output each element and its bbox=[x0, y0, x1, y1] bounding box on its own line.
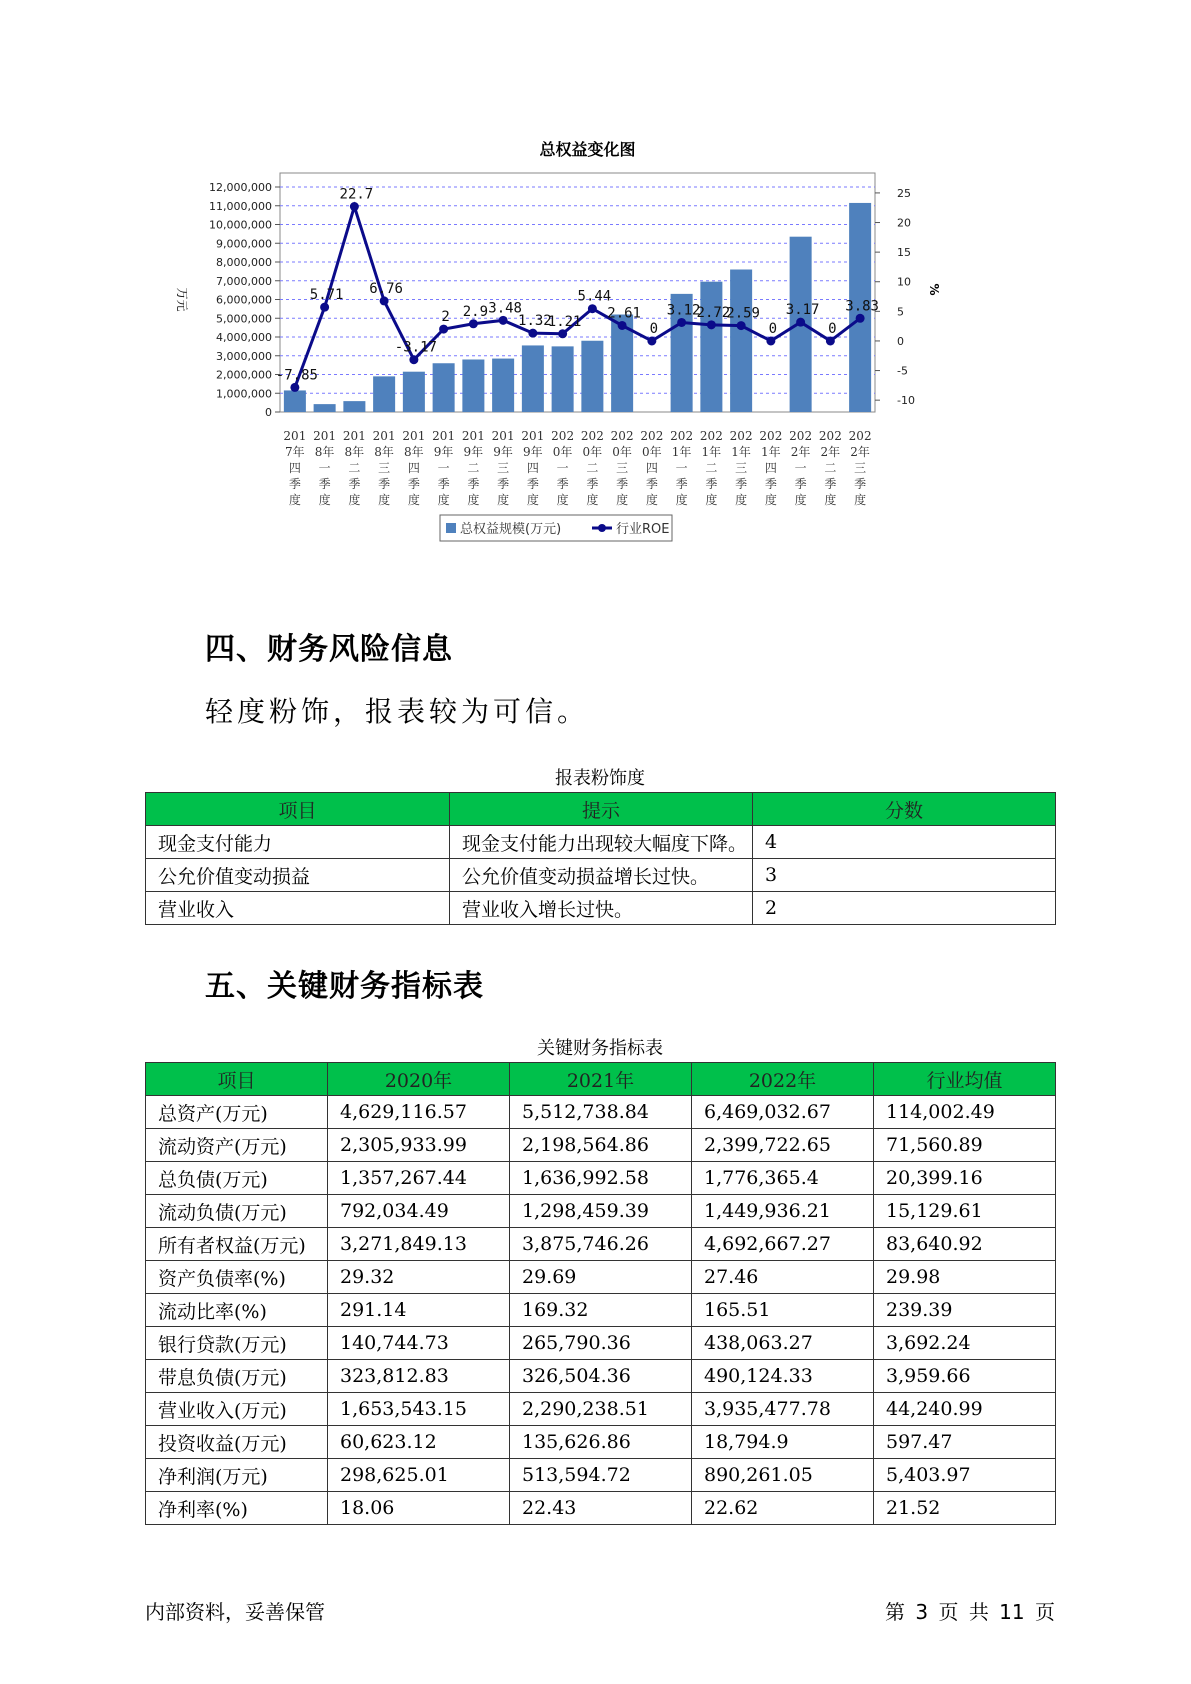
column-header: 项目 bbox=[146, 793, 450, 826]
x-tick-label: 度 bbox=[467, 493, 480, 507]
table-cell: 3,692.24 bbox=[874, 1327, 1056, 1360]
table-cell: 135,626.86 bbox=[510, 1426, 692, 1459]
roe-point bbox=[647, 336, 656, 345]
x-tick-label: 0年 bbox=[612, 445, 632, 459]
x-tick-label: 季 bbox=[794, 477, 807, 491]
table-cell: 18.06 bbox=[328, 1492, 510, 1525]
x-tick-label: 201 bbox=[402, 429, 426, 443]
table-cell: 净利率(%) bbox=[146, 1492, 328, 1525]
table-row bbox=[146, 892, 1056, 925]
roe-data-label: 3.12 bbox=[666, 302, 701, 319]
x-tick-label: 8年 bbox=[374, 445, 394, 459]
x-tick-label: 201 bbox=[342, 429, 366, 443]
table-cell: 资产负债率(%) bbox=[146, 1261, 328, 1294]
roe-point bbox=[380, 296, 389, 305]
x-tick-label: 2年 bbox=[790, 445, 811, 459]
bar bbox=[373, 376, 395, 412]
x-tick-label: 季 bbox=[288, 477, 301, 491]
table-cell: 165.51 bbox=[692, 1294, 874, 1327]
bar bbox=[581, 341, 603, 412]
risk-table-caption: 报表粉饰度 bbox=[555, 768, 645, 789]
table-cell: 4 bbox=[753, 826, 1056, 859]
table-row bbox=[146, 1261, 1056, 1294]
footer-page-number: 第 3 页 共 11 页 bbox=[885, 1600, 1055, 1624]
table-cell: 27.46 bbox=[692, 1261, 874, 1294]
x-tick-label: 7年 bbox=[285, 445, 305, 459]
x-tick-label: 度 bbox=[526, 493, 539, 507]
table-cell: 326,504.36 bbox=[510, 1360, 692, 1393]
left-tick-label: 2,000,000 bbox=[216, 368, 272, 382]
roe-point bbox=[707, 320, 716, 329]
x-tick-label: 9年 bbox=[433, 445, 454, 459]
roe-data-label: -3.17 bbox=[394, 339, 437, 356]
kfi-table-body bbox=[146, 1096, 1056, 1525]
roe-data-label: 2.72 bbox=[696, 304, 731, 321]
table-row bbox=[146, 1459, 1056, 1492]
table-cell: 21.52 bbox=[874, 1492, 1056, 1525]
roe-point bbox=[409, 355, 418, 364]
section-heading-risk: 四、财务风险信息 bbox=[205, 632, 453, 667]
right-tick-label: 5 bbox=[897, 305, 904, 319]
table-row bbox=[146, 1492, 1056, 1525]
roe-data-label: 3.48 bbox=[488, 300, 522, 317]
table-cell: 22.43 bbox=[510, 1492, 692, 1525]
table-row bbox=[146, 1228, 1056, 1261]
kfi-table-caption: 关键财务指标表 bbox=[537, 1038, 663, 1059]
table-cell: 3,959.66 bbox=[874, 1360, 1056, 1393]
x-tick-label: 季 bbox=[556, 477, 569, 491]
x-tick-label: 8年 bbox=[314, 445, 335, 459]
bar bbox=[462, 360, 484, 413]
x-tick-label: 三 bbox=[616, 461, 629, 475]
x-tick-label: 202 bbox=[699, 429, 723, 443]
x-tick-label: 二 bbox=[824, 461, 837, 475]
table-cell: 1,653,543.15 bbox=[328, 1393, 510, 1426]
table-header-row bbox=[146, 1063, 1056, 1096]
risk-summary-text: 轻度粉饰，报表较为可信。 bbox=[205, 695, 590, 728]
table-cell: 5,403.97 bbox=[874, 1459, 1056, 1492]
roe-data-label: 0 bbox=[649, 320, 659, 337]
roe-point bbox=[558, 329, 567, 338]
roe-point bbox=[766, 336, 775, 345]
x-tick-label: 202 bbox=[610, 429, 634, 443]
y-axis-label-left: 万元 bbox=[175, 287, 189, 312]
table-cell: 公允价值变动损益增长过快。 bbox=[450, 859, 753, 892]
x-tick-label: 二 bbox=[705, 461, 718, 475]
x-tick-label: 度 bbox=[318, 493, 331, 507]
x-tick-label: 9年 bbox=[463, 445, 484, 459]
roe-point bbox=[856, 314, 865, 323]
table-cell: 2 bbox=[753, 892, 1056, 925]
x-tick-label: 季 bbox=[586, 477, 599, 491]
table-cell: 3,875,746.26 bbox=[510, 1228, 692, 1261]
right-tick-label: 20 bbox=[897, 216, 911, 230]
legend-label-line: 行业ROE bbox=[616, 522, 670, 537]
left-tick-label: 11,000,000 bbox=[209, 199, 272, 213]
roe-data-label: 3.17 bbox=[785, 302, 820, 319]
x-tick-label: 202 bbox=[729, 429, 753, 443]
table-row bbox=[146, 1195, 1056, 1228]
table-cell: 5,512,738.84 bbox=[510, 1096, 692, 1129]
table-cell: 490,124.33 bbox=[692, 1360, 874, 1393]
roe-data-label: 5.44 bbox=[577, 288, 612, 305]
table-header-row bbox=[146, 793, 1056, 826]
x-tick-label: 度 bbox=[497, 493, 510, 507]
x-tick-label: 三 bbox=[854, 461, 867, 475]
x-tick-label: 季 bbox=[497, 477, 510, 491]
table-cell: 4,629,116.57 bbox=[328, 1096, 510, 1129]
x-tick-label: 二 bbox=[467, 461, 480, 475]
x-tick-label: 季 bbox=[854, 477, 867, 491]
table-row bbox=[146, 1426, 1056, 1459]
x-tick-label: 度 bbox=[288, 493, 301, 507]
bar bbox=[284, 390, 306, 412]
table-cell: 323,812.83 bbox=[328, 1360, 510, 1393]
table-cell: 银行贷款(万元) bbox=[146, 1327, 328, 1360]
roe-point bbox=[618, 321, 627, 330]
left-tick-label: 3,000,000 bbox=[216, 349, 272, 363]
roe-data-label: 3.83 bbox=[845, 298, 879, 315]
roe-point bbox=[469, 319, 478, 328]
table-cell: 3 bbox=[753, 859, 1056, 892]
x-tick-label: 202 bbox=[818, 429, 842, 443]
x-tick-label: 202 bbox=[789, 429, 813, 443]
roe-point bbox=[796, 318, 805, 327]
x-tick-label: 202 bbox=[580, 429, 604, 443]
table-cell: 流动比率(%) bbox=[146, 1294, 328, 1327]
table-cell: 60,623.12 bbox=[328, 1426, 510, 1459]
x-tick-label: 度 bbox=[378, 493, 391, 507]
x-tick-label: 度 bbox=[794, 493, 807, 507]
x-tick-label: 季 bbox=[378, 477, 391, 491]
left-tick-label: 7,000,000 bbox=[216, 274, 272, 288]
x-tick-label: 201 bbox=[521, 429, 545, 443]
x-tick-label: 202 bbox=[759, 429, 783, 443]
roe-point bbox=[350, 202, 359, 211]
table-cell: 597.47 bbox=[874, 1426, 1056, 1459]
table-cell: 114,002.49 bbox=[874, 1096, 1056, 1129]
table-row bbox=[146, 826, 1056, 859]
bar bbox=[433, 363, 455, 412]
equity-chart bbox=[170, 135, 1010, 595]
x-tick-label: 季 bbox=[467, 477, 480, 491]
x-tick-label: 季 bbox=[645, 477, 658, 491]
x-tick-label: 201 bbox=[313, 429, 337, 443]
x-tick-label: 季 bbox=[705, 477, 718, 491]
left-tick-label: 10,000,000 bbox=[209, 218, 272, 232]
table-cell: 3,935,477.78 bbox=[692, 1393, 874, 1426]
table-cell: 营业收入 bbox=[146, 892, 450, 925]
left-tick-label: 9,000,000 bbox=[216, 237, 272, 251]
right-tick-label: -5 bbox=[897, 364, 908, 378]
x-tick-label: 三 bbox=[735, 461, 748, 475]
x-tick-label: 四 bbox=[526, 461, 539, 475]
roe-data-label: 0 bbox=[828, 320, 837, 337]
right-tick-label: 10 bbox=[897, 275, 911, 289]
table-cell: 公允价值变动损益 bbox=[146, 859, 450, 892]
x-tick-label: 0年 bbox=[552, 445, 573, 459]
table-cell: 169.32 bbox=[510, 1294, 692, 1327]
x-tick-label: 1年 bbox=[761, 445, 781, 459]
roe-data-label: 2.61 bbox=[607, 305, 641, 322]
table-cell: 2,305,933.99 bbox=[328, 1129, 510, 1162]
left-tick-label: 1,000,000 bbox=[216, 387, 272, 401]
table-row bbox=[146, 1294, 1056, 1327]
table-cell: 71,560.89 bbox=[874, 1129, 1056, 1162]
x-tick-label: 2年 bbox=[850, 445, 870, 459]
x-tick-label: 201 bbox=[432, 429, 456, 443]
y-axis-label-right: % bbox=[927, 283, 941, 296]
table-row bbox=[146, 1360, 1056, 1393]
x-tick-label: 1年 bbox=[731, 445, 751, 459]
column-header: 2021年 bbox=[510, 1063, 692, 1096]
bar bbox=[314, 404, 336, 412]
left-tick-label: 6,000,000 bbox=[216, 293, 272, 307]
table-cell: 现金支付能力出现较大幅度下降。 bbox=[450, 826, 753, 859]
left-tick-label: 0 bbox=[265, 406, 272, 419]
table-cell: 总负债(万元) bbox=[146, 1162, 328, 1195]
bar bbox=[343, 401, 365, 412]
x-tick-label: 四 bbox=[288, 461, 301, 475]
roe-data-label: 6.76 bbox=[369, 280, 403, 297]
x-tick-label: 8年 bbox=[344, 445, 365, 459]
roe-point bbox=[737, 321, 746, 330]
x-tick-label: 季 bbox=[526, 477, 539, 491]
x-tick-label: 202 bbox=[670, 429, 694, 443]
table-cell: 20,399.16 bbox=[874, 1162, 1056, 1195]
x-tick-label: 202 bbox=[640, 429, 664, 443]
x-tick-label: 1年 bbox=[671, 445, 692, 459]
roe-data-label: 5.71 bbox=[309, 287, 344, 304]
roe-point bbox=[677, 318, 686, 327]
roe-point bbox=[588, 304, 597, 313]
table-cell: 4,692,667.27 bbox=[692, 1228, 874, 1261]
x-tick-label: 1年 bbox=[701, 445, 722, 459]
roe-point bbox=[499, 316, 508, 325]
roe-data-label: 2.59 bbox=[726, 305, 760, 322]
roe-point bbox=[439, 325, 448, 334]
table-cell: 239.39 bbox=[874, 1294, 1056, 1327]
table-row bbox=[146, 1129, 1056, 1162]
table-cell: 29.69 bbox=[510, 1261, 692, 1294]
left-tick-label: 5,000,000 bbox=[216, 312, 272, 326]
section-heading-kfi: 五、关键财务指标表 bbox=[205, 969, 484, 1004]
legend-label-bar: 总权益规模(万元) bbox=[460, 522, 562, 537]
x-tick-label: 度 bbox=[616, 493, 629, 507]
column-header: 提示 bbox=[450, 793, 753, 826]
column-header: 分数 bbox=[753, 793, 1056, 826]
table-cell: 44,240.99 bbox=[874, 1393, 1056, 1426]
table-cell: 净利润(万元) bbox=[146, 1459, 328, 1492]
x-tick-label: 度 bbox=[645, 493, 658, 507]
x-tick-label: 三 bbox=[497, 461, 510, 475]
left-tick-label: 12,000,000 bbox=[209, 181, 272, 194]
table-cell: 6,469,032.67 bbox=[692, 1096, 874, 1129]
right-tick-label: 25 bbox=[897, 186, 911, 200]
bar bbox=[492, 359, 514, 412]
x-tick-label: 一 bbox=[794, 461, 807, 475]
table-cell: 18,794.9 bbox=[692, 1426, 874, 1459]
table-row bbox=[146, 1096, 1056, 1129]
x-tick-label: 季 bbox=[616, 477, 629, 491]
x-tick-label: 201 bbox=[372, 429, 396, 443]
equity-chart-svg bbox=[170, 135, 1010, 595]
table-cell: 营业收入(万元) bbox=[146, 1393, 328, 1426]
x-tick-label: 201 bbox=[461, 429, 485, 443]
footer-confidential-note: 内部资料，妥善保管 bbox=[145, 1600, 325, 1624]
right-tick-label: 15 bbox=[897, 246, 911, 260]
roe-point bbox=[826, 336, 835, 345]
x-tick-label: 季 bbox=[764, 477, 777, 491]
x-tick-label: 8年 bbox=[404, 445, 424, 459]
table-cell: 792,034.49 bbox=[328, 1195, 510, 1228]
x-tick-label: 2年 bbox=[820, 445, 841, 459]
x-tick-label: 度 bbox=[348, 493, 361, 507]
x-tick-label: 202 bbox=[551, 429, 575, 443]
x-tick-label: 一 bbox=[318, 461, 331, 475]
table-cell: 2,399,722.65 bbox=[692, 1129, 874, 1162]
column-header: 2020年 bbox=[328, 1063, 510, 1096]
x-tick-label: 202 bbox=[848, 429, 872, 443]
x-tick-label: 一 bbox=[556, 461, 569, 475]
right-tick-label: 0 bbox=[897, 334, 904, 348]
table-cell: 1,449,936.21 bbox=[692, 1195, 874, 1228]
left-tick-label: 4,000,000 bbox=[216, 331, 272, 344]
table-cell: 1,636,992.58 bbox=[510, 1162, 692, 1195]
x-tick-label: 度 bbox=[824, 493, 837, 507]
table-cell: 265,790.36 bbox=[510, 1327, 692, 1360]
roe-data-label: 2 bbox=[441, 309, 450, 326]
x-tick-label: 一 bbox=[437, 461, 450, 475]
table-row bbox=[146, 1327, 1056, 1360]
x-tick-label: 201 bbox=[491, 429, 515, 443]
left-tick-label: 8,000,000 bbox=[216, 256, 272, 269]
table-cell: 29.98 bbox=[874, 1261, 1056, 1294]
x-tick-label: 201 bbox=[283, 429, 307, 443]
table-cell: 513,594.72 bbox=[510, 1459, 692, 1492]
table-cell: 291.14 bbox=[328, 1294, 510, 1327]
table-cell: 1,776,365.4 bbox=[692, 1162, 874, 1195]
table-cell: 83,640.92 bbox=[874, 1228, 1056, 1261]
roe-data-label: -7.85 bbox=[275, 367, 318, 384]
x-tick-label: 0年 bbox=[642, 445, 662, 459]
x-tick-label: 季 bbox=[675, 477, 688, 491]
x-tick-label: 9年 bbox=[523, 445, 543, 459]
table-cell: 140,744.73 bbox=[328, 1327, 510, 1360]
table-cell: 2,290,238.51 bbox=[510, 1393, 692, 1426]
x-tick-label: 季 bbox=[824, 477, 837, 491]
x-tick-label: 度 bbox=[437, 493, 450, 507]
x-tick-label: 度 bbox=[407, 493, 420, 507]
table-cell: 298,625.01 bbox=[328, 1459, 510, 1492]
table-row bbox=[146, 1393, 1056, 1426]
table-cell: 营业收入增长过快。 bbox=[450, 892, 753, 925]
x-tick-label: 三 bbox=[378, 461, 391, 475]
table-cell: 22.62 bbox=[692, 1492, 874, 1525]
table-cell: 流动资产(万元) bbox=[146, 1129, 328, 1162]
column-header: 行业均值 bbox=[874, 1063, 1056, 1096]
table-cell: 流动负债(万元) bbox=[146, 1195, 328, 1228]
table-cell: 总资产(万元) bbox=[146, 1096, 328, 1129]
table-row bbox=[146, 859, 1056, 892]
x-tick-label: 9年 bbox=[493, 445, 513, 459]
x-tick-label: 度 bbox=[556, 493, 569, 507]
table-row bbox=[146, 1162, 1056, 1195]
kfi-table bbox=[145, 1062, 1056, 1525]
column-header: 项目 bbox=[146, 1063, 328, 1096]
table-cell: 所有者权益(万元) bbox=[146, 1228, 328, 1261]
x-tick-label: 二 bbox=[348, 461, 361, 475]
column-header: 2022年 bbox=[692, 1063, 874, 1096]
x-tick-label: 季 bbox=[348, 477, 361, 491]
table-cell: 1,298,459.39 bbox=[510, 1195, 692, 1228]
x-tick-label: 季 bbox=[407, 477, 420, 491]
x-tick-label: 季 bbox=[735, 477, 748, 491]
x-tick-label: 度 bbox=[586, 493, 599, 507]
table-cell: 438,063.27 bbox=[692, 1327, 874, 1360]
legend-swatch-bar bbox=[446, 523, 456, 533]
x-tick-label: 四 bbox=[407, 461, 420, 475]
table-cell: 1,357,267.44 bbox=[328, 1162, 510, 1195]
bar bbox=[730, 270, 752, 413]
roe-point bbox=[290, 383, 299, 392]
table-cell: 带息负债(万元) bbox=[146, 1360, 328, 1393]
x-tick-label: 度 bbox=[705, 493, 718, 507]
risk-table bbox=[145, 792, 1056, 925]
table-cell: 890,261.05 bbox=[692, 1459, 874, 1492]
x-tick-label: 季 bbox=[318, 477, 331, 491]
roe-data-label: 22.7 bbox=[339, 186, 374, 203]
table-cell: 投资收益(万元) bbox=[146, 1426, 328, 1459]
roe-data-label: 0 bbox=[768, 320, 778, 337]
x-tick-label: 度 bbox=[854, 493, 867, 507]
table-cell: 15,129.61 bbox=[874, 1195, 1056, 1228]
x-tick-label: 二 bbox=[586, 461, 599, 475]
x-tick-label: 一 bbox=[675, 461, 688, 475]
chart-title: 总权益变化图 bbox=[539, 140, 636, 159]
x-tick-label: 度 bbox=[675, 493, 688, 507]
roe-data-label: 2.9 bbox=[462, 303, 489, 320]
table-cell: 29.32 bbox=[328, 1261, 510, 1294]
bar bbox=[522, 345, 544, 412]
roe-point bbox=[528, 329, 537, 338]
x-tick-label: 度 bbox=[764, 493, 777, 507]
bar bbox=[552, 346, 574, 412]
right-tick-label: -10 bbox=[897, 394, 915, 408]
table-cell: 现金支付能力 bbox=[146, 826, 450, 859]
x-tick-label: 0年 bbox=[582, 445, 603, 459]
roe-point bbox=[320, 303, 329, 312]
legend-swatch-point bbox=[598, 524, 606, 532]
table-cell: 3,271,849.13 bbox=[328, 1228, 510, 1261]
x-tick-label: 度 bbox=[735, 493, 748, 507]
bar bbox=[700, 282, 722, 412]
x-tick-label: 四 bbox=[645, 461, 658, 475]
bar bbox=[403, 372, 425, 412]
table-cell: 2,198,564.86 bbox=[510, 1129, 692, 1162]
roe-data-label: 1.32 bbox=[518, 313, 552, 330]
x-tick-label: 季 bbox=[437, 477, 450, 491]
roe-data-label: 1.21 bbox=[547, 313, 582, 330]
x-tick-label: 四 bbox=[764, 461, 777, 475]
